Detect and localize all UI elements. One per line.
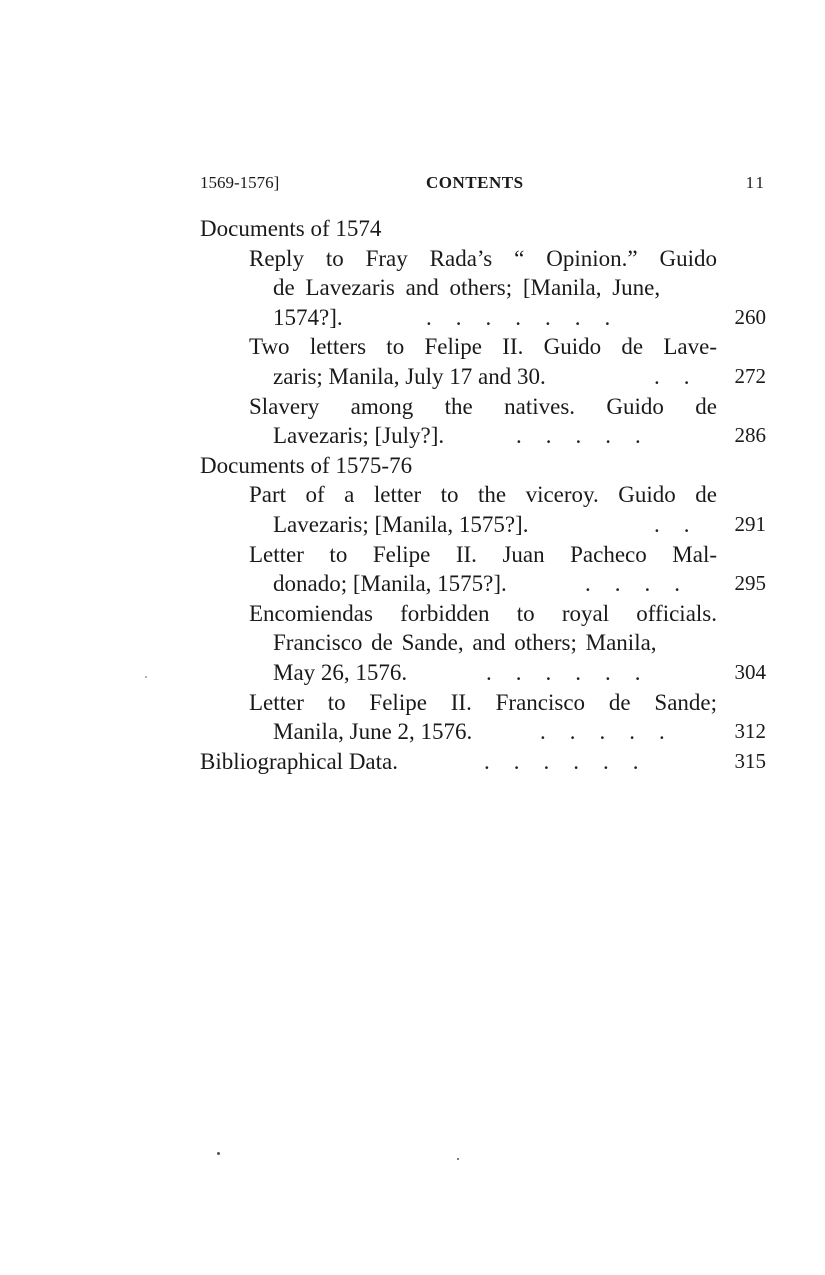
table-of-contents <box>200 214 766 776</box>
toc-page-number: 315 <box>734 748 766 773</box>
page-number: 11 <box>745 173 766 192</box>
toc-entry-line <box>200 421 766 451</box>
toc-entry-line <box>200 332 766 362</box>
scan-speck <box>457 1158 459 1160</box>
toc-section-heading <box>200 451 766 481</box>
running-head-years: 1569-1576] <box>200 173 280 192</box>
toc-entry-text: 1574?]. <box>273 304 343 330</box>
toc-entry-text: Manila, June 2, 1576. <box>273 719 473 745</box>
toc-page-number: 295 <box>734 571 766 596</box>
toc-entry-text: de Lavezaris and others; [Manila, June, <box>273 275 661 301</box>
toc-section-label: Documents of 1574 <box>200 216 382 241</box>
toc-section-heading <box>200 214 766 244</box>
toc-entry-text: Encomiendas forbidden to royal officials. <box>249 600 717 626</box>
toc-entry-text: May 26, 1576. <box>273 659 408 685</box>
toc-entry-text: Letter to Felipe II. Juan Pacheco Mal- <box>249 541 717 567</box>
toc-entry-line <box>200 510 766 540</box>
dot-leader: ...... <box>486 659 665 685</box>
toc-entry-text: Lavezaris; [July?]. <box>273 423 445 449</box>
toc-entry-text: donado; [Manila, 1575?]. <box>273 571 507 597</box>
toc-page-number: 312 <box>734 719 766 744</box>
toc-entry-line <box>200 599 766 629</box>
toc-entry-line <box>200 628 766 658</box>
toc-entry-line <box>200 392 766 422</box>
toc-entry-text: Lavezaris; [Manila, 1575?]. <box>273 511 529 537</box>
scan-speck <box>217 1152 220 1155</box>
toc-entry-line <box>200 244 766 274</box>
toc-entry-line <box>200 747 766 777</box>
toc-entry-line <box>200 273 766 303</box>
toc-entry-text: Reply to Fray Rada’s “ Opinion.” Guido <box>249 245 717 271</box>
dot-leader: .. <box>654 511 714 537</box>
toc-entry-line <box>200 717 766 747</box>
toc-entry-line <box>200 688 766 718</box>
toc-entry-line <box>200 540 766 570</box>
toc-entry-text: Letter to Felipe II. Francisco de Sande; <box>249 689 717 715</box>
dot-leader: .... <box>585 571 704 597</box>
dot-leader: .. <box>654 363 714 389</box>
toc-entry-line <box>200 480 766 510</box>
toc-page-number: 260 <box>734 304 766 329</box>
running-head <box>200 173 766 197</box>
toc-page-number: 291 <box>734 511 766 536</box>
toc-entry-text: Slavery among the natives. Guido de <box>249 393 717 419</box>
toc-bibliography-label: Bibliographical Data. <box>200 748 398 774</box>
toc-section-label: Documents of 1575-76 <box>200 452 413 478</box>
toc-entry-text: Part of a letter to the viceroy. Guido de <box>249 482 717 508</box>
dot-leader: ....... <box>426 304 635 330</box>
scan-speck <box>145 676 147 678</box>
toc-entry-text: Francisco de Sande, and others; Manila, <box>273 630 657 656</box>
toc-entry-text: Two letters to Felipe II. Guido de Lave- <box>249 334 717 360</box>
toc-page-number: 272 <box>734 363 766 388</box>
toc-entry-line <box>200 362 766 392</box>
dot-leader: ..... <box>540 719 689 745</box>
toc-page-number: 304 <box>734 659 766 684</box>
toc-page-number: 286 <box>734 423 766 448</box>
toc-entry-line <box>200 658 766 688</box>
running-head-title: CONTENTS <box>426 173 524 192</box>
toc-entry-line <box>200 303 766 333</box>
dot-leader: ..... <box>516 423 665 449</box>
toc-entry-line <box>200 569 766 599</box>
dot-leader: ...... <box>484 748 663 774</box>
toc-entry-text: zaris; Manila, July 17 and 30. <box>273 363 546 389</box>
